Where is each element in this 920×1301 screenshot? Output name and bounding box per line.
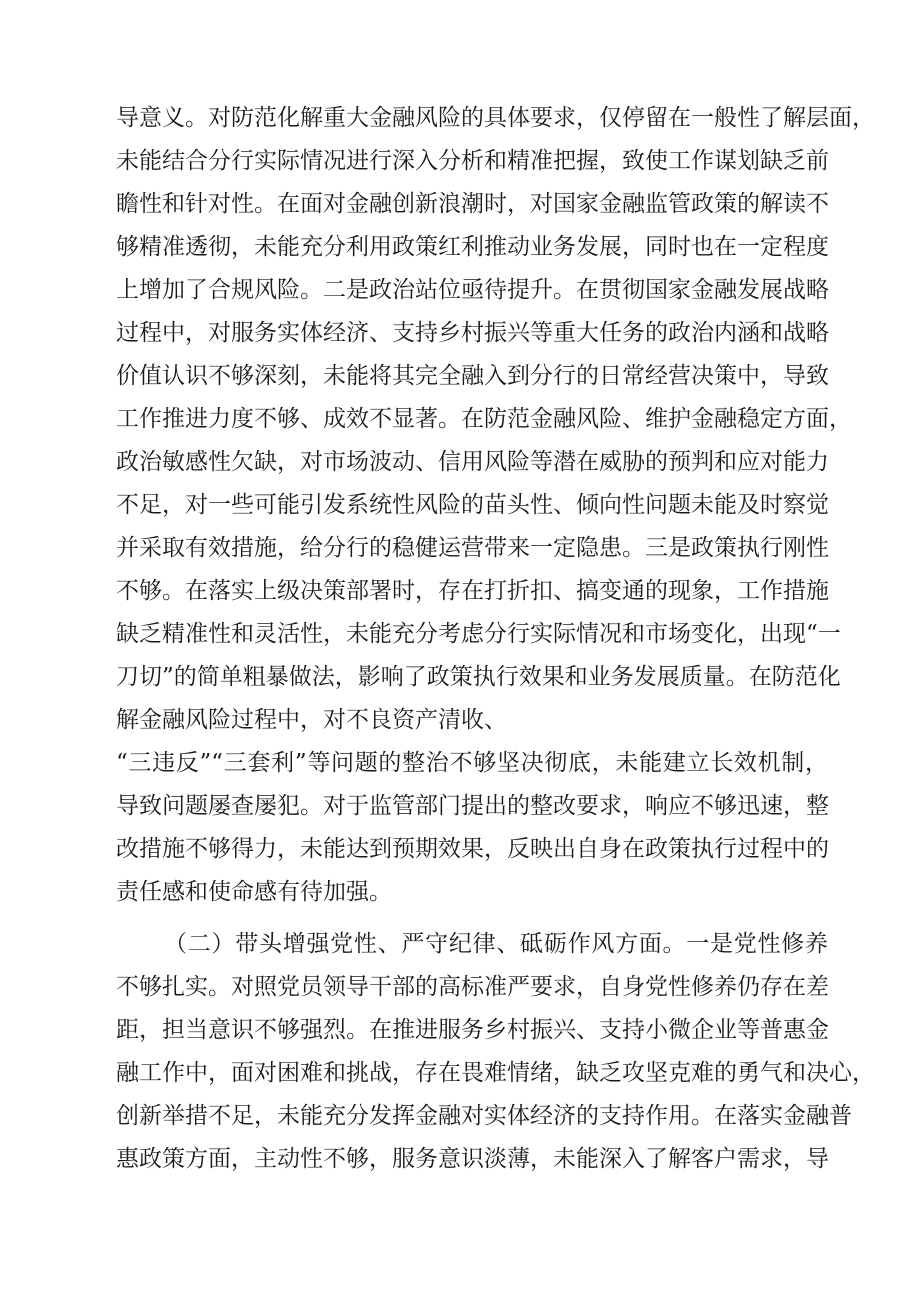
text-line: 过程中，对服务实体经济、支持乡村振兴等重大任务的政治内涵和战略 xyxy=(116,320,829,346)
text-line: 不足，对一些可能引发系统性风险的苗头性、倾向性问题未能及时察觉 xyxy=(116,492,829,518)
text-line: 解金融风险过程中，对不良资产清收、 xyxy=(116,707,507,733)
text-line: 瞻性和针对性。在面对金融创新浪潮时，对国家金融监管政策的解读不 xyxy=(116,191,829,217)
text-line: 不够。在落实上级决策部署时，存在打折扣、搞变通的现象，工作措施 xyxy=(116,578,829,604)
text-line: 导意义。对防范化解重大金融风险的具体要求，仅停留在一般性了解层面， xyxy=(116,105,875,131)
text-line: 够精准透彻，未能充分利用政策红利推动业务发展，同时也在一定程度 xyxy=(116,234,829,260)
text-line: 缺乏精准性和灵活性，未能充分考虑分行实际情况和市场变化，出现“一 xyxy=(116,621,841,647)
text-line: “三违反”“三套利”等问题的整治不够坚决彻底，未能建立长效机制， xyxy=(116,750,828,776)
text-line: 创新举措不足，未能充分发挥金融对实体经济的支持作用。在落实金融普 xyxy=(116,1103,852,1129)
text-line: 价值认识不够深刻，未能将其完全融入到分行的日常经营决策中，导致 xyxy=(116,363,829,389)
text-line: 并采取有效措施，给分行的稳健运营带来一定隐患。三是政策执行刚性 xyxy=(116,535,829,561)
text-line: 工作推进力度不够、成效不显著。在防范金融风险、维护金融稳定方面， xyxy=(116,406,852,432)
text-line: 上增加了合规风险。二是政治站位亟待提升。在贯彻国家金融发展战略 xyxy=(116,277,829,303)
text-line: 距，担当意识不够强烈。在推进服务乡村振兴、支持小微企业等普惠金 xyxy=(116,1017,829,1043)
text-line: 未能结合分行实际情况进行深入分析和精准把握，致使工作谋划缺乏前 xyxy=(116,148,829,174)
text-line: 惠政策方面，主动性不够，服务意识淡薄，未能深入了解客户需求，导 xyxy=(116,1146,829,1172)
section-heading-line: （二）带头增强党性、严守纪律、砥砺作风方面。一是党性修养 xyxy=(164,931,828,957)
text-line: 导致问题屡查屡犯。对于监管部门提出的整改要求，响应不够迅速，整 xyxy=(116,793,829,819)
text-line: 政治敏感性欠缺，对市场波动、信用风险等潜在威胁的预判和应对能力 xyxy=(116,449,829,475)
text-line: 责任感和使命感有待加强。 xyxy=(116,879,392,905)
text-line: 融工作中，面对困难和挑战，存在畏难情绪，缺乏攻坚克难的勇气和决心， xyxy=(116,1060,875,1086)
text-line: 改措施不够得力，未能达到预期效果，反映出自身在政策执行过程中的 xyxy=(116,836,829,862)
text-line: 不够扎实。对照党员领导干部的高标准严要求，自身党性修养仍存在差 xyxy=(116,974,829,1000)
text-line: 刀切”的简单粗暴做法，影响了政策执行效果和业务发展质量。在防范化 xyxy=(116,664,841,690)
